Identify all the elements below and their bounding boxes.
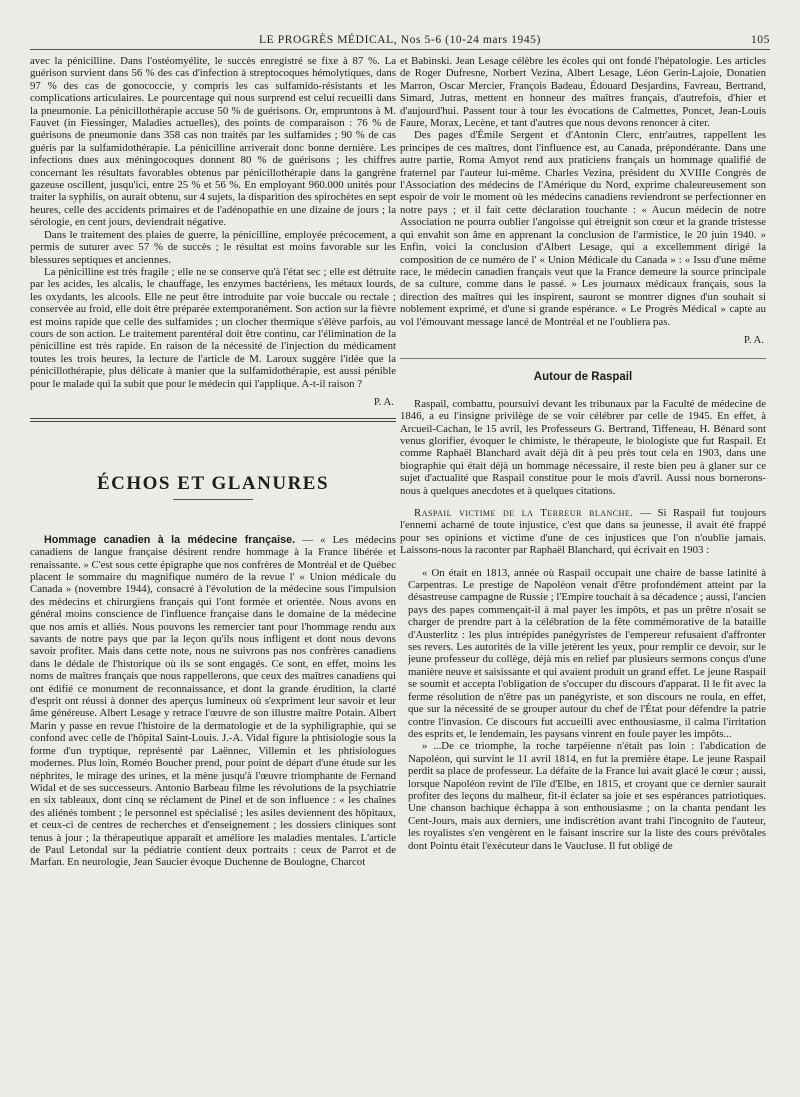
blanchard-quote-1: « On était en 1813, année où Raspail occupait une chaire de basse latinité à Carpentras. Le prestige de Napoléon venait d'être profondément atteint par la désastreuse campagne de Russie ; l'Empire touchait à sa décadence ; aussi, l'ancien pays des papes commençait-il à mal payer les impôts, et pas un prêtre n'osait se charger de prendre part à la célébration de la fête commémorative de la bataille d'Austerlitz : les plus intrépides panégyristes de l'empereur refusaient d'affronter ses revers. Les autorités de la ville jetèrent les yeux, pour remplir ce devoir, sur le jeune professeur du collège, déjà mis en relief par plusieurs sermons conçus d'une manière neuve et saisissante et qui avaient produit un grand effet. Le jeune Raspail se soumit et accepta l'obligation de s'occuper du discours d'apparat. Il le fit avec la ferme résolution de n'être pas un panégyriste, et son discours ne roula, en effet, que sur la nécessité de se grouper autour du chef de l'État pour défendre la patrie contre l'invasion. Ce discours fut accueilli avec enthousiasme, il calma l'irritation des esprits et, le lendemain, les paysans vinrent en foule payer les impôts... — [408, 566, 766, 740]
signature-initials-right: P. A. — [743, 333, 764, 346]
raspail-heading: Autour de Raspail — [533, 371, 633, 384]
penicillin-paragraph-1: avec la pénicilline. Dans l'ostéomyélite, le succès enregistré se fixe à 87 %. La guérison survient dans 56 % des cas d'infection à streptocoques hémolytiques, dans 97 % des cas de gonococcie, y compris les cas sulfamido-résistants et les complications articulaires. Le pourcentage qui nous surprend est celui recueilli dans la pneumonie. La pénicillothérapie accuse 50 % de guérisons. Or, empruntons à M. Fauvet (in Fiessinger, Maladies actuelles), des points de comparaison : 76 % de guérisons de pneumonie dans 358 cas non traités par les sulfamides ; 90 % de cas guéris par la sulfamidothérapie. La pénicilline arriverait donc bonne dernière. Les infections dues aux méningocoques donnent 80 % de guérisons ; les chiffres concernant les résultats favorables obtenus par pénicillothérapie dans la gangrène gazeuse oscillent, jusqu'ici, entre 25 % et 56 %. En employant 960.000 unités pour traiter la syphilis, on aurait obtenu, sur 4 sujets, la disparition des spirochètes en sept heures, celle des accidents primaires et de l'adénopathie en une dizaine de jours ; la sérologie, en cent jours, deviendrait négative. — [30, 55, 396, 229]
title-underline — [173, 499, 253, 500]
raspail-paragraph-1: Raspail, combattu, poursuivi devant les tribunaux par la Faculté de médecine de 1846, a eu l'insigne privilège de se voir célébrer par celle de 1945. En effet, à Arcueil-Cachan, le 15 avril, les Professeurs G. Bertrand, Tiffeneau, H. Bénard sont venus glorifier, évoquer le chimiste, le thérapeute, le biologiste que fut Raspail. Et comme Raphaël Blanchard avait déjà dit à peu près tout cela en 1903, dans une biographie qui était déjà un hommage nécessaire, il reste bien peu à glaner sur ce sujet d'actualité que Raspail constitue pour le mois d'avril. Aussi nous bornerons-nous à quelques anecdotes et à quelques citations. — [400, 397, 766, 497]
section-title: ÉCHOS ET GLANURES — [96, 473, 330, 495]
hommage-continued-2: Des pages d'Émile Sergent et d'Antonin Clerc, entr'autres, rappellent les principes de ces maîtres, dont l'influence est, au Canada, prépondérante. Dans une autre partie, Roma Amyot rend aux praticiens français un hommage qualifié de fraternel par l'auteur lui-même. Charles Vezina, président du XVIIIe Congrès de l'Association des médecins de l'Amérique du Nord, exprime chaleureusement son espoir de voir le moment où les médecins canadiens reviendront se perfectionner en notre pays ; et il fait cette déclaration touchante : « Aucun médecin de notre Association ne pourra oublier l'angoisse qui étreignit son cœur et la grande tristesse qui envahit son âme en apprenant la conclusion de l'armistice, le 20 juin 1940. » Enfin, voici la conclusion d'Albert Lesage, qui a excellemment dirigé la composition de ce numéro de l' « Union Médicale du Canada » : « Issu d'une même race, le médecin canadien français veut que la France demeure la source principale de sa culture, comme dans le passé. » Les journaux médicaux français, sous la direction des maîtres qui les inspirent, sauront se montrer dignes d'un souhait si noblement exprimé, et d'une si grande espérance. « Le Progrès Médical » capte au vol l'émouvant message lancé de Montréal et ne l'oubliera pas. — [400, 129, 766, 328]
section-divider — [30, 418, 396, 422]
raspail-lead: Raspail victime de la Terreur blanche. — [414, 507, 634, 519]
header-rule — [30, 49, 770, 50]
penicillin-paragraph-2: Dans le traitement des plaies de guerre, la pénicilline, employée précocement, a permis de suturer avec 57 % de succès ; le résultat est moins favorable sur les blessures septiques et anciennes. — [30, 228, 396, 266]
raspail-paragraph-2 — [400, 507, 766, 557]
raspail-text: — Si Raspail fut toujours l'ennemi acharné de toute injustice, c'est que dans sa jeunesse, il avait été frappé pour ses opinions et victime d'une de ces injustices que l'on n'oublie jamais. Laissons-nous la raconter par Raphaël Blanchard, qui écrivait en 1903 : — [400, 507, 766, 557]
blanchard-quote-2: » ...De ce triomphe, la roche tarpéienne n'était pas loin : l'abdication de Napoléon, qui survint le 11 avril 1814, en fut la première étape. Le jeune Raspail perdit sa place de professeur. La défaite de la France lui avait glacé le cœur ; aussi, lorsque Napoléon revint de l'île d'Elbe, en 1815, et croyant que ce dernier saurait profiter des leçons du malheur, fit-il éclater sa joie et ses espérances patriotiques. Une chanson bachique échappa à son enthousiasme ; on la chanta pendant les Cent-Jours, mais aux derniers, une indiscrétion avant trahi l'incognito de l'auteur, les royalistes s'en vengèrent en le faisant inscrire sur la liste des cours prévôtales dont Pointu était l'exécuteur dans le Vaucluse. Il fut obligé de — [408, 740, 766, 852]
hommage-continued-1: et Babinski. Jean Lesage célèbre les écoles qui ont fondé l'hépatologie. Les articles de Roger Dufresne, Norbert Vezina, Albert Lesage, Léon Gerin-Lajoie, Donatien Marron, Oscar Mercier, François Badeau, Édouard Desjardins, Favreau, Bertrand, Simard, Jutras, mettent en honneur des maîtres français, d'autrefois, d'hier et d'aujourd'hui. Passent tour à tour les évocations de Calmettes, Poncet, Jean-Louis Faure, Morax, Lecène, et tant d'autres que nous devons renoncer à citer. — [400, 55, 766, 130]
hommage-text: — « Les médecins canadiens de langue française désirent rendre hommage à la France libérée et renaissante. » C'est sous cette épigraphe que nos confrères de Montréal et de Québec placent le sommaire du magnifique numéro de la revue l' « Union médicale du Canada » (novembre 1944), consacré à l'évolution de la médecine sous l'impulsion des médecins et chirurgiens français qui l'ont formée et orientée. Nous avons en général moins conscience de l'influence française dans le domaine de la médecine que nos amis et alliés. Nous pouvons les remercier tant pour l'hommage rendu aux savants de notre pays que par la leçon qu'ils nous infligent et dont nous devons savoir profiter. Mais dans cette note, nous ne suivrons pas nos confrères canadiens dans le dédale de l'historique où ils se sont engagés. Ce sont, en effet, moins les noms de maîtres français que nous rappellerons, que ceux des maîtres canadiens qui ont édifié ce monument de reconnaissance, et dont la grande érudition, la clarté d'esprit ont réussi à donner des aperçus lumineux où s'expriment leur savoir et leur âme généreuse. Albert Lesage y retrace l'œuvre de son illustre maître Potain. Albert Marin y passe en revue l'histoire de la dermatologie et de la syphiligraphie, qui se confond avec celle de l'hôpital Saint-Louis. J.-A. Vidal figure la phtisiologie sous la forme d'un tryptique, représenté par Laënnec, Villemin et les phtisiologues modernes. Plus loin, Roméo Boucher prend, pour point de départ d'une étude sur les néphrites, le mirage des urines, et la mène jusqu'à l'œuvre triomphante de Fernand Widal et de ses successeurs. Antonio Barbeau filme les révolutions de la psychiatrie en six tableaux, dont cinq se réclament de Pinel et de son influence : « les chaînes des aliénés tombent ; le personnel est spécialisé ; les asiles deviennent des hôpitaux, et ceux-ci de centres de recherches et d'enseignement ; les dossiers cliniques sont tenus à jour ; la thérapeutique apparaît et améliore les maladies mentales. L'article de Paul Letondal sur la pédiatrie contient deux portraits : ceux de Parrot et de Marfan. En neurologie, Jean Saucier évoque Duchenne de Boulogne, Charcot — [30, 533, 397, 869]
penicillin-paragraph-3: La pénicilline est très fragile ; elle ne se conserve qu'à l'état sec ; elle est détruite par les acides, les alcalis, le chauffage, les enzymes bactériens, les métaux lourds, les oxydants, les alcools. Elle ne peut être introduite par voie buccale ou rectale ; conservée au froid, elle doit être préparée extemporanément. Son action sur la fièvre est moins rapide que celle des sulfamides ; un clocher thermique s'élève parfois, au cours de son action. Le traitement parentéral doit être continu, car l'élimination de la pénicilline est très rapide. En raison de la nécessité de l'injection du médicament toutes les trois heures, la lecture de l'article de M. Laroux suggère l'idée que la pénicillothérapie, plus délicate à manier que la sulfamidothérapie, est aussi pénible pour le malade qui la subit que pour le médecin qui l'applique. A-t-il raison ? — [30, 265, 396, 390]
page-number: 105 — [750, 34, 770, 46]
journal-title: LE PROGRÈS MÉDICAL, Nos 5-6 (10-24 mars 1945) — [259, 34, 541, 46]
signature-initials: P. A. — [373, 395, 394, 408]
hommage-lead: Hommage canadien à la médecine française. — [44, 533, 296, 546]
right-column — [400, 55, 766, 852]
column-rule — [400, 358, 766, 359]
running-header — [30, 34, 770, 50]
left-column — [30, 55, 396, 869]
hommage-paragraph — [30, 534, 396, 869]
